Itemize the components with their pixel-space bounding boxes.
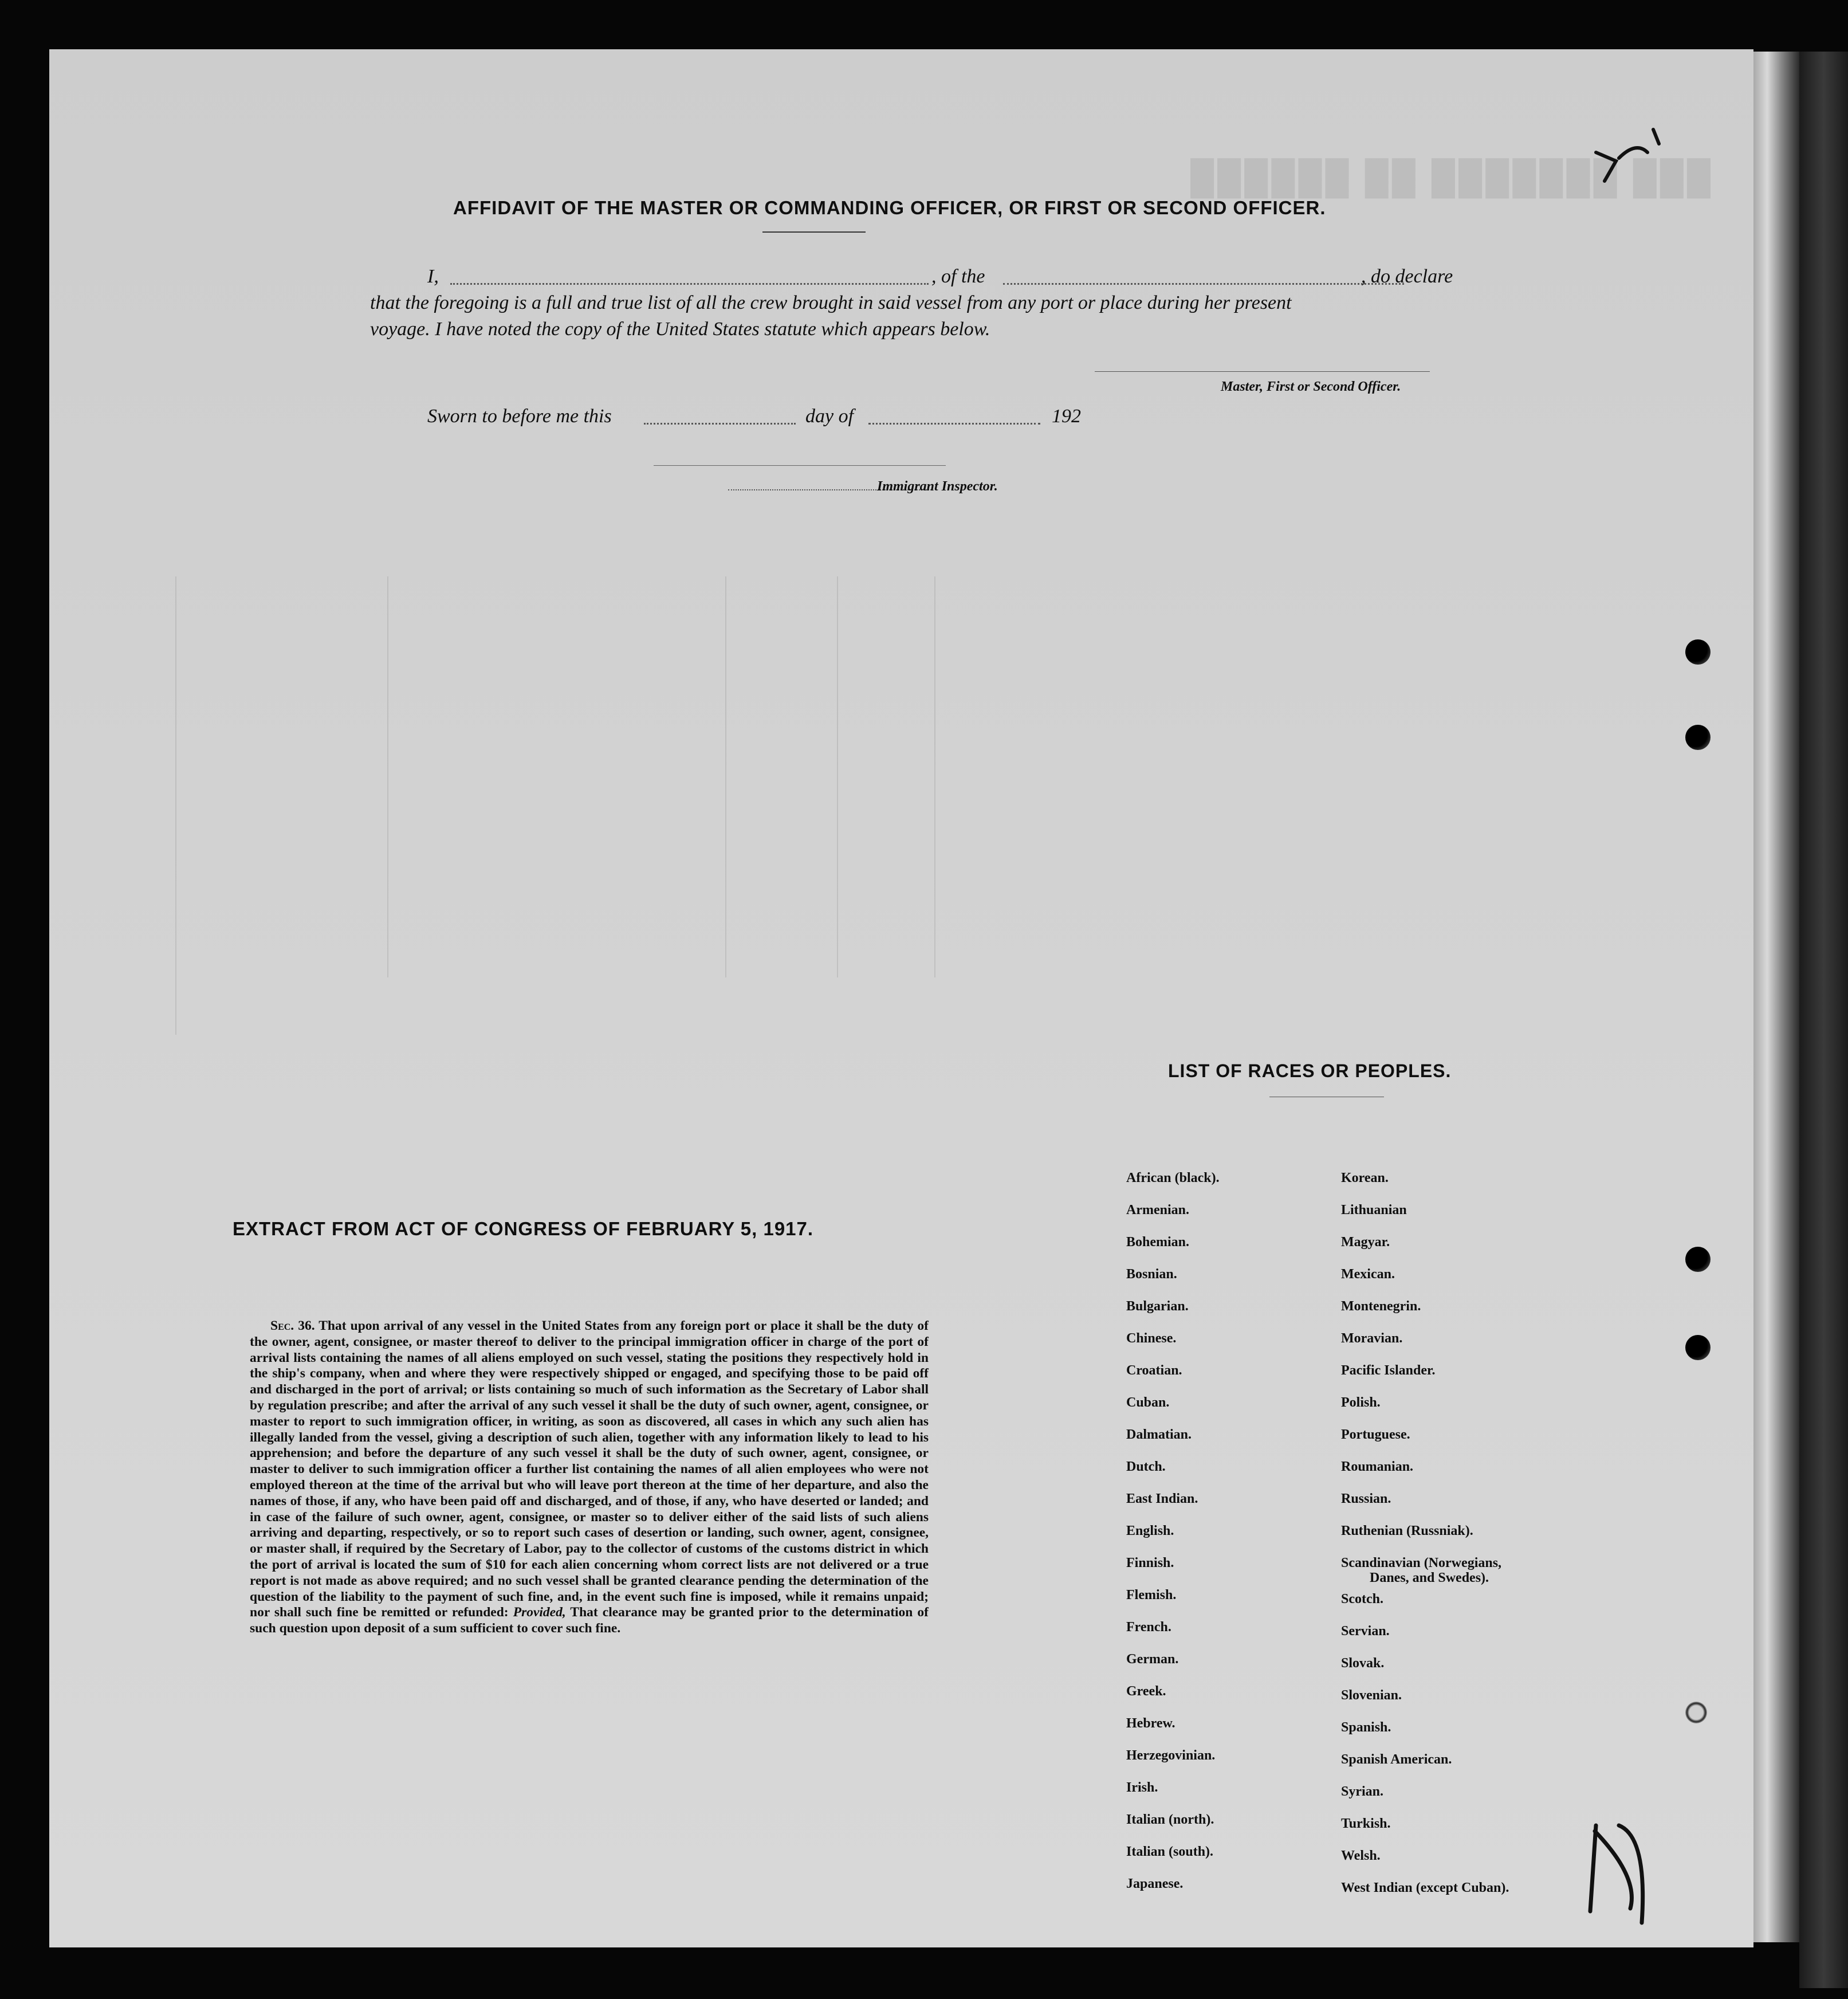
races-title: LIST OF RACES OR PEOPLES. xyxy=(1168,1061,1452,1081)
race-item: African (black). xyxy=(1126,1171,1220,1185)
race-item: Portuguese. xyxy=(1341,1427,1410,1442)
affidavit-title-rule xyxy=(762,231,866,233)
race-item: Armenian. xyxy=(1126,1203,1189,1218)
race-item: Slovenian. xyxy=(1341,1688,1402,1703)
race-item: Japanese. xyxy=(1126,1876,1183,1891)
vessel-name-field[interactable] xyxy=(1003,283,1404,285)
race-item: Moravian. xyxy=(1341,1331,1403,1346)
race-item: Mexican. xyxy=(1341,1267,1395,1282)
bleed-through-line xyxy=(387,576,388,977)
race-item: Spanish. xyxy=(1341,1720,1391,1735)
race-item: Greek. xyxy=(1126,1684,1166,1699)
bleed-through-line xyxy=(175,576,176,1035)
race-item: Korean. xyxy=(1341,1171,1389,1185)
race-item: Finnish. xyxy=(1126,1556,1174,1570)
declarant-name-field[interactable] xyxy=(450,283,929,285)
binder-spine xyxy=(1799,52,1848,1988)
sworn-day-field[interactable] xyxy=(644,423,796,425)
bleed-through-line xyxy=(837,576,838,977)
race-item: Bulgarian. xyxy=(1126,1299,1189,1314)
race-item: Russian. xyxy=(1341,1491,1391,1506)
binder-hole-icon xyxy=(1685,1702,1707,1723)
extract-title: EXTRACT FROM ACT OF CONGRESS OF FEBRUARY 5, 1917. xyxy=(233,1218,814,1239)
extract-text-part2: That clearance may be granted prior to the determination of such question upon deposit of a sum sufficient to cover such fine. xyxy=(250,1605,929,1636)
races-right-column xyxy=(1341,1171,1509,1912)
race-item: West Indian (except Cuban). xyxy=(1341,1880,1509,1895)
handwritten-corner-mark xyxy=(1584,118,1688,198)
race-item: Pacific Islander. xyxy=(1341,1363,1436,1378)
race-item: Turkish. xyxy=(1341,1816,1391,1831)
binder-hole-icon xyxy=(1685,639,1711,665)
race-item: Irish. xyxy=(1126,1780,1158,1795)
race-item: Magyar. xyxy=(1341,1235,1390,1250)
race-item: Hebrew. xyxy=(1126,1716,1175,1731)
section-label: Sec. 36. xyxy=(270,1318,315,1333)
race-item: Italian (north). xyxy=(1126,1812,1214,1827)
affidavit-line-2: that the foregoing is a full and true list of all the crew brought in said vessel from any port or place during her present xyxy=(370,292,1292,313)
affidavit-title: AFFIDAVIT OF THE MASTER OR COMMANDING OFFICER, OR FIRST OR SECOND OFFICER. xyxy=(453,197,1326,218)
scandinavian-continuation: Danes, and Swedes). xyxy=(1370,1570,1489,1585)
race-item: Servian. xyxy=(1341,1624,1390,1639)
race-item: Lithuanian xyxy=(1341,1203,1407,1218)
handwritten-number-mark xyxy=(1584,1814,1653,1929)
race-item: Herzegovinian. xyxy=(1126,1748,1216,1763)
race-item: Bohemian. xyxy=(1126,1235,1190,1250)
sworn-day-of: day of xyxy=(805,406,854,427)
race-item: Roumanian. xyxy=(1341,1459,1414,1474)
bleed-through-header: ███ ███████ ██ ██████ xyxy=(1186,159,1711,196)
sworn-month-field[interactable] xyxy=(868,423,1040,425)
sworn-prefix: Sworn to before me this xyxy=(427,406,612,427)
race-item: Spanish American. xyxy=(1341,1752,1452,1767)
of-the-label: , of the xyxy=(931,266,985,287)
signature-line[interactable] xyxy=(1095,371,1430,372)
page-stack-edge xyxy=(1753,52,1799,1942)
affidavit-line-3: voyage. I have noted the copy of the United States statute which appears below. xyxy=(370,319,990,340)
race-item: Cuban. xyxy=(1126,1395,1170,1410)
race-item: Slovak. xyxy=(1341,1656,1385,1671)
race-item: Syrian. xyxy=(1341,1784,1384,1799)
bleed-through-line xyxy=(934,576,935,977)
race-item: English. xyxy=(1126,1523,1174,1538)
document-page xyxy=(49,49,1753,1947)
race-item: Montenegrin. xyxy=(1341,1299,1421,1314)
inspector-upper-line xyxy=(654,465,946,466)
race-item: Polish. xyxy=(1341,1395,1381,1410)
affidavit-line-1 xyxy=(427,266,439,288)
binder-hole-icon xyxy=(1685,1335,1711,1360)
race-item: Croatian. xyxy=(1126,1363,1182,1378)
race-item: Scotch. xyxy=(1341,1592,1383,1607)
race-item: French. xyxy=(1126,1620,1171,1635)
binder-hole-icon xyxy=(1685,725,1711,750)
extract-text-part1: That upon arrival of any vessel in the United States from any foreign port or place it shall be the duty of the owner, agent, consignee, or master thereof to deliver to the principal immigration officer in charge of the port of arrival lists containing the names of all aliens employed on such vessel, stating the positions they respectively hold in the ship's company, when and where they were respectively shipped or engaged, and specifying those to be paid off and discharged in the port of arrival; or lists containing so much of such information as the Secretary of Labor shall by regulation prescribe; and after the arrival of any such vessel it shall be the duty of such owner, agent, consignee, or master to report to such immigration officer, in writing, as soon as discovered, all cases in which any such alien has illegally landed from the vessel, giving a description of such alien, together with any information likely to lead to his apprehension; and before the departure of any such vessel it shall be the duty of such owner, agent, consignee, or master to deliver to such immigration officer a further list containing the names of all alien employees who were not employed thereon at the time of the arrival but who will leave port thereon at the time of her departure, and also the names of those, if any, who have been paid off and discharged, and of those, if any, who have deserted or landed; and in case of the failure of such owner, agent, consignee, or master so to deliver either of the said lists of such aliens arriving and departing, respectively, or so to report such cases of desertion or landing, such owner, agent, consignee, or master shall, if required by the Secretary of Labor, pay to the collector of customs of the customs district in which the port of arrival is located the sum of $10 for each alien concerning whom correct lists are not delivered or a true report is not made as above required; and no such vessel shall be granted clearance pending the determination of the question of the liability to the payment of such fine, and, in the event such fine is imposed, while it remains unpaid; nor shall such fine be remitted or refunded: xyxy=(250,1318,929,1620)
master-signature-label: Master, First or Second Officer. xyxy=(1221,379,1401,394)
race-item: Italian (south). xyxy=(1126,1844,1214,1859)
provided-word: Provided, xyxy=(513,1605,566,1620)
immigrant-inspector-label: Immigrant Inspector. xyxy=(877,479,998,494)
binder-hole-icon xyxy=(1685,1247,1711,1272)
races-left-column xyxy=(1126,1171,1220,1908)
race-item: Bosnian. xyxy=(1126,1267,1177,1282)
do-declare-label: , do declare xyxy=(1361,266,1453,287)
race-item: Flemish. xyxy=(1126,1588,1177,1603)
race-item: East Indian. xyxy=(1126,1491,1198,1506)
race-item: Welsh. xyxy=(1341,1848,1381,1863)
race-item: German. xyxy=(1126,1652,1179,1667)
bleed-through-line xyxy=(725,576,726,977)
race-item: Dalmatian. xyxy=(1126,1427,1192,1442)
race-item: Chinese. xyxy=(1126,1331,1177,1346)
sworn-year: 192 xyxy=(1052,406,1081,427)
race-item: Scandinavian (Norwegians, xyxy=(1341,1556,1502,1570)
race-item: Ruthenian (Russniak). xyxy=(1341,1523,1473,1538)
declarant-prefix: I, xyxy=(427,266,439,287)
extract-body xyxy=(250,1318,929,1637)
race-item: Dutch. xyxy=(1126,1459,1166,1474)
